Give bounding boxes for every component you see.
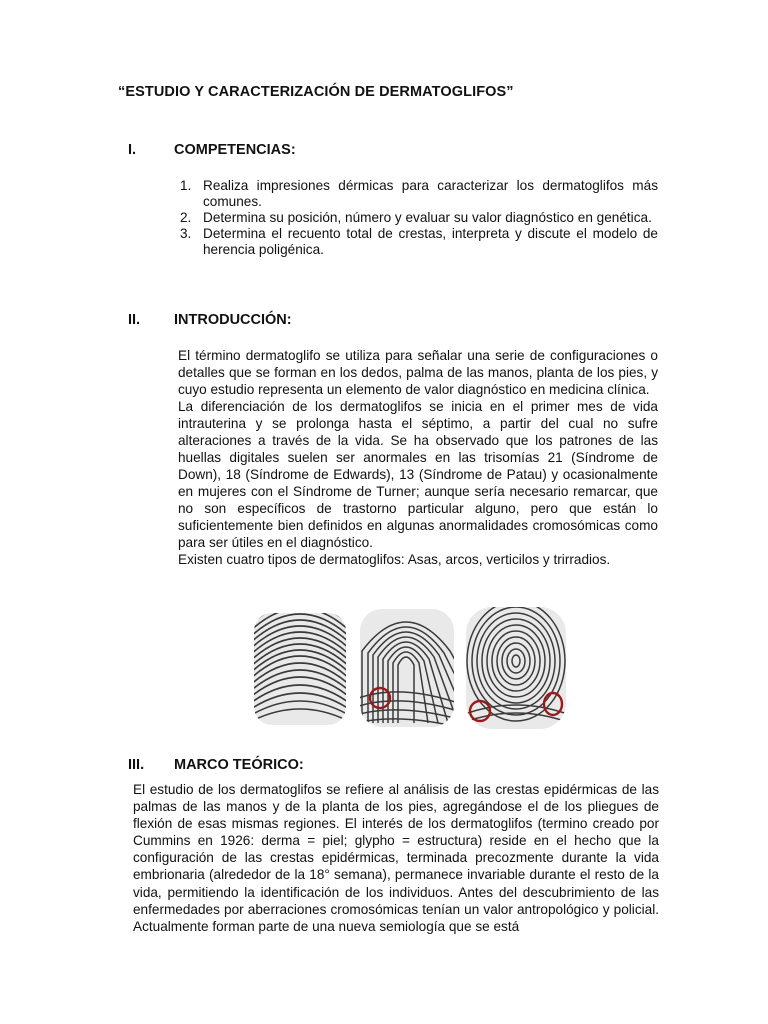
marco-teorico-body: [133, 781, 659, 935]
document-title: “ESTUDIO Y CARACTERIZACIÓN DE DERMATOGLIFOS”: [118, 84, 514, 100]
section-number: II.: [128, 312, 141, 328]
section-title: MARCO TEÓRICO:: [174, 757, 304, 773]
fingerprint-whorl-icon: [462, 603, 570, 729]
paragraph: El término dermatoglifo se utiliza para señalar una serie de configuraciones o detalles que se forman en los dedos, palma de las manos, planta de los pies, y cuyo estudio representa un elemento de valor diagnóstico en medicina clínica.: [178, 348, 658, 397]
competencias-list: [178, 178, 658, 258]
list-item: 1. Realiza impresiones dérmicas para caracterizar los dermatoglifos más comunes.: [180, 178, 658, 209]
paragraph: Existen cuatro tipos de dermatoglifos: Asas, arcos, verticilos y trirradios.: [178, 552, 611, 567]
fingerprint-figure: [248, 603, 578, 735]
section-title: COMPETENCIAS:: [174, 142, 296, 158]
list-item: 3. Determina el recuento total de crestas, interpreta y discute el modelo de herencia poligénica.: [180, 226, 658, 257]
paragraph: El estudio de los dermatoglifos se refiere al análisis de las crestas epidérmicas de las palmas de las manos y de la planta de los pies, agregándose el de los pliegues de flexión de esas mismas regiones. El interés de los dermatoglifos (termino creado por Cummins en 1926: derma = piel; glypho = estructura) reside en el hecho que la configuración de las crestas epidérmicas, terminada precozmente durante la vida embrionaria (alrededor de la 18° semana), permanece invariable durante el resto de la vida, permitiendo la identificación de los individuos. Antes del descubrimiento de las enfermedades por aberraciones cromosómicas tenían un valor antropológico y policial. Actualmente forman parte de una nueva semiología que se está: [133, 782, 659, 934]
section-number: I.: [128, 142, 137, 158]
introduccion-body: [178, 347, 658, 568]
section-title: INTRODUCCIÓN:: [174, 312, 292, 328]
section-number: III.: [128, 757, 145, 773]
list-item: 2. Determina su posición, número y evaluar su valor diagnóstico en genética.: [180, 210, 652, 225]
paragraph: La diferenciación de los dermatoglifos se inicia en el primer mes de vida intrauterina y se prolonga hasta el séptimo, a partir del cual no sufre alteraciones a través de la vida. Se ha observado que los patrones de las huellas digitales suelen ser anormales en las trisomías 21 (Síndrome de Down), 18 (Síndrome de Edwards), 13 (Síndrome de Patau) y ocasionalmente en mujeres con el Síndrome de Turner; aunque sería necesario remarcar, que no son específicos de trastorno particular alguno, pero que están lo suficientemente bien definidos en algunas anormalidades cromosómicas como para ser útiles en el diagnóstico.: [178, 399, 658, 550]
fingerprint-arch-icon: [248, 603, 352, 725]
